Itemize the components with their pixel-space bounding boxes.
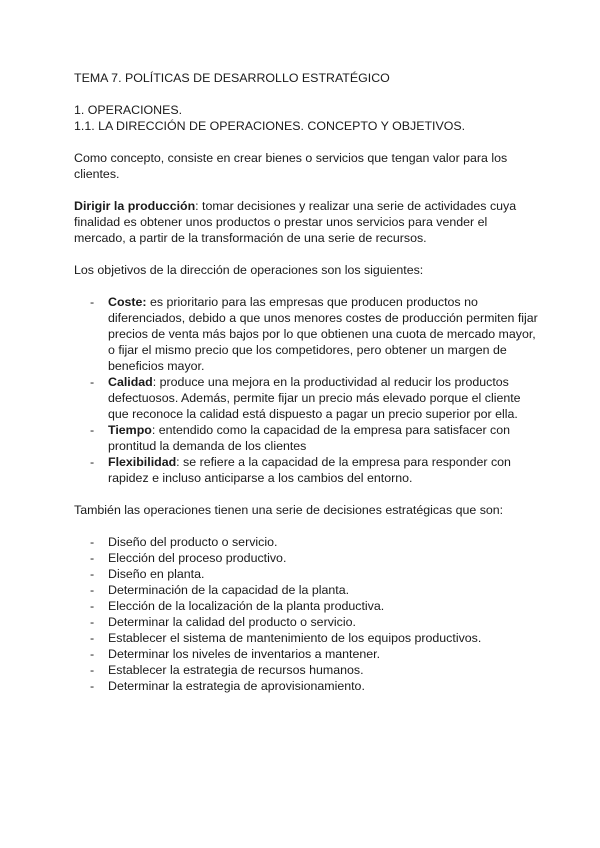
list-item: - Determinar la calidad del producto o servicio. xyxy=(90,615,356,629)
list-item: - Coste: es prioritario para las empresas que producen productos no diferenciados, debido a que unos menores costes de producción permiten fijar precios de venta más bajos por lo que obtienen una cuota de mercado mayor, o fijar el mismo precio que los competidores, pero obtener un margen de beneficios mayor. xyxy=(90,295,538,373)
list-item: - Flexibilidad: se refiere a la capacidad de la empresa para responder con rapidez e incluso anticiparse a los cambios del entorno. xyxy=(90,455,511,485)
list-item: - Diseño en planta. xyxy=(90,567,205,581)
list-item: - Establecer el sistema de mantenimiento de los equipos productivos. xyxy=(90,631,482,645)
decisions-intro: También las operaciones tienen una serie de decisiones estratégicas que son: xyxy=(74,503,504,517)
list-item: - Elección de la localización de la planta productiva. xyxy=(90,599,385,613)
list-item: - Determinar la estrategia de aprovisionamiento. xyxy=(90,679,365,693)
list-item: - Elección del proceso productivo. xyxy=(90,551,287,565)
list-item: - Calidad: produce una mejora en la productividad al reducir los productos defectuosos. Además, permite fijar un precio más elevado porque el cliente que reconoce la calidad está dispuesto a pagar un precio superior por ella. xyxy=(90,375,521,421)
section-heading: 1. OPERACIONES. xyxy=(74,103,183,117)
objectives-intro: Los objetivos de la dirección de operaciones son los siguientes: xyxy=(74,263,424,277)
doc-title: TEMA 7. POLÍTICAS DE DESARROLLO ESTRATÉGICO xyxy=(74,71,390,85)
concept-paragraph: Como concepto, consiste en crear bienes o servicios que tengan valor para los clientes. xyxy=(74,151,508,181)
list-item: - Determinar los niveles de inventarios a mantener. xyxy=(90,647,381,661)
dirigir-text: : tomar decisiones y realizar una serie de actividades cuya finalidad es obtener unos productos o prestar unos servicios para vender el mercado, a partir de la transformación de una serie de recursos. xyxy=(74,199,517,245)
list-item: - Diseño del producto o servicio. xyxy=(90,535,278,549)
subsection-heading: 1.1. LA DIRECCIÓN DE OPERACIONES. CONCEPTO Y OBJETIVOS. xyxy=(74,119,466,133)
dirigir-paragraph xyxy=(74,198,540,246)
list-item: - Determinación de la capacidad de la planta. xyxy=(90,583,350,597)
dirigir-term: Dirigir la producción xyxy=(74,199,196,213)
decisions-list xyxy=(74,534,540,694)
objectives-list xyxy=(74,294,540,486)
list-item: - Establecer la estrategia de recursos humanos. xyxy=(90,663,364,677)
list-item: - Tiempo: entendido como la capacidad de la empresa para satisfacer con prontitud la demanda de los clientes xyxy=(90,423,511,453)
